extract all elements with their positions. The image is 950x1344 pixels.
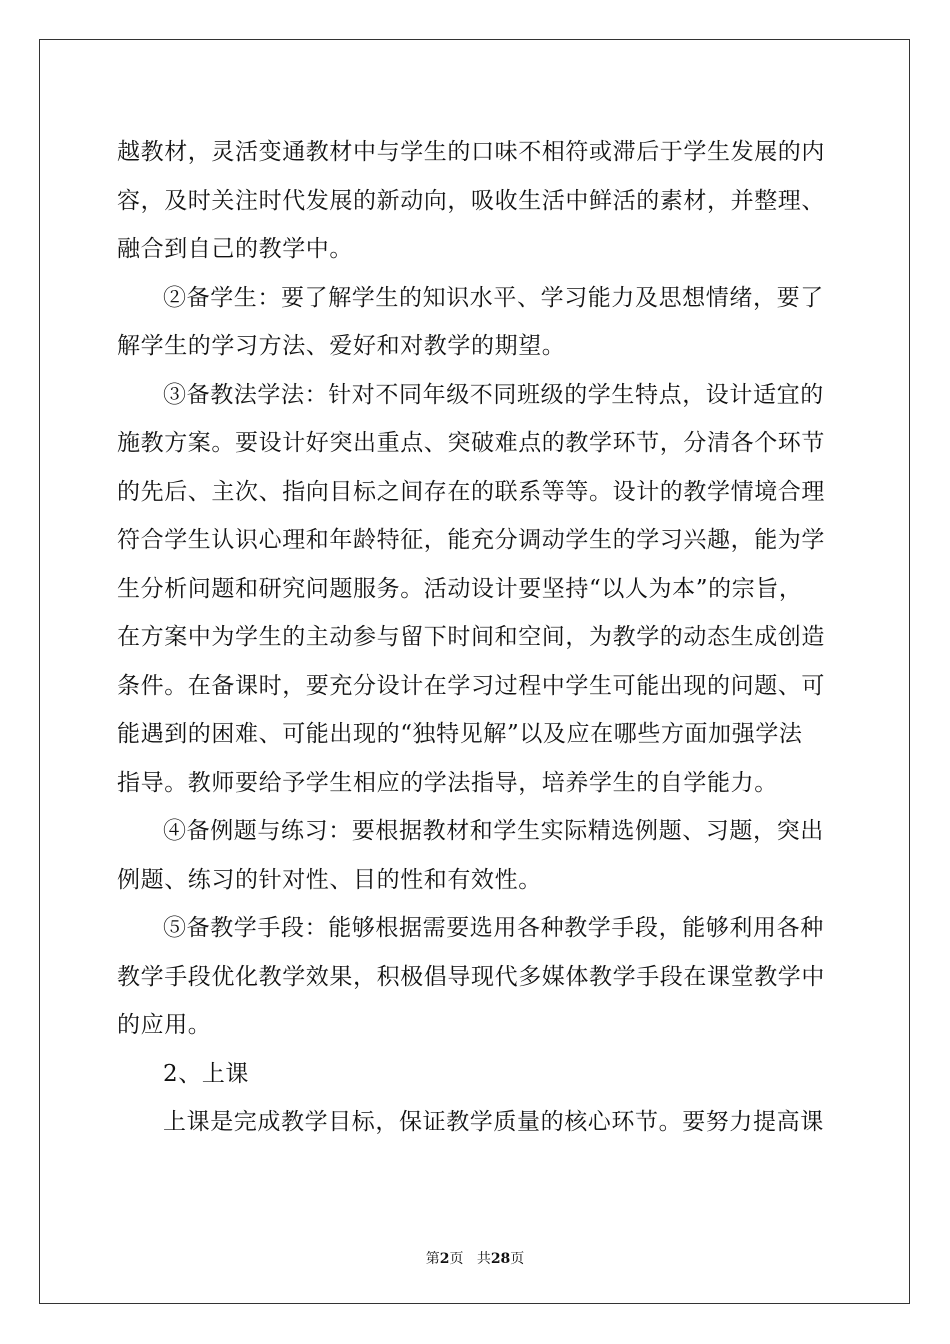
text-line: 解学生的学习方法、爱好和对教学的期望。	[117, 333, 566, 359]
text-line: 教学手段优化教学效果，积极倡导现代多媒体教学手段在课堂教学中	[117, 963, 825, 990]
text-line: 的先后、主次、指向目标之间存在的联系等等。设计的教学情境合理	[117, 478, 825, 505]
text-line: ③备教法学法：针对不同年级不同班级的学生特点，设计适宜的	[163, 381, 824, 408]
text-line: 施教方案。要设计好突出重点、突破难点的教学环节，分清各个环节	[117, 430, 825, 456]
footer-current-page: 2	[439, 1251, 450, 1267]
text-line: 越教材，灵活变通教材中与学生的口味不相符或滞后于学生发展的内	[117, 139, 825, 165]
text-line: ⑤备教学手段：能够根据需要选用各种教学手段，能够利用各种	[163, 915, 824, 941]
text-line: 融合到自己的教学中。	[117, 236, 353, 262]
document-body	[117, 128, 837, 1147]
footer-page-prefix: 第	[425, 1251, 440, 1267]
text-line: 容，及时关注时代发展的新动向，吸收生活中鲜活的素材，并整理、	[117, 187, 825, 214]
text-line: 在方案中为学生的主动参与留下时间和空间，为教学的动态生成创造	[117, 624, 825, 650]
text-line: 能遇到的困难、可能出现的“独特见解”以及应在哪些方面加强学法	[117, 721, 803, 747]
text-line: ②备学生：要了解学生的知识水平、学习能力及思想情绪，要了	[163, 284, 824, 311]
text-line: 符合学生认识心理和年龄特征，能充分调动学生的学习兴趣，能为学	[117, 527, 825, 553]
text-line: 条件。在备课时，要充分设计在学习过程中学生可能出现的问题、可	[117, 672, 825, 699]
footer-total-prefix: 共	[476, 1251, 491, 1267]
footer-total-unit: 页	[510, 1251, 525, 1267]
page-footer	[0, 1248, 950, 1268]
text-line: 上课是完成教学目标，保证教学质量的核心环节。要努力提高课	[163, 1109, 824, 1135]
text-line: ④备例题与练习：要根据教材和学生实际精选例题、习题，突出	[163, 818, 824, 844]
text-line: 的应用。	[117, 1012, 212, 1038]
footer-total-pages: 28	[490, 1251, 511, 1267]
text-line: 生分析问题和研究问题服务。活动设计要坚持“以人为本”的宗旨，	[117, 575, 803, 602]
text-line: 例题、练习的针对性、目的性和有效性。	[117, 866, 542, 893]
text-line: 2、上课	[163, 1060, 250, 1087]
text-line: 指导。教师要给予学生相应的学法指导，培养学生的自学能力。	[117, 769, 778, 796]
footer-page-unit: 页	[449, 1251, 464, 1267]
